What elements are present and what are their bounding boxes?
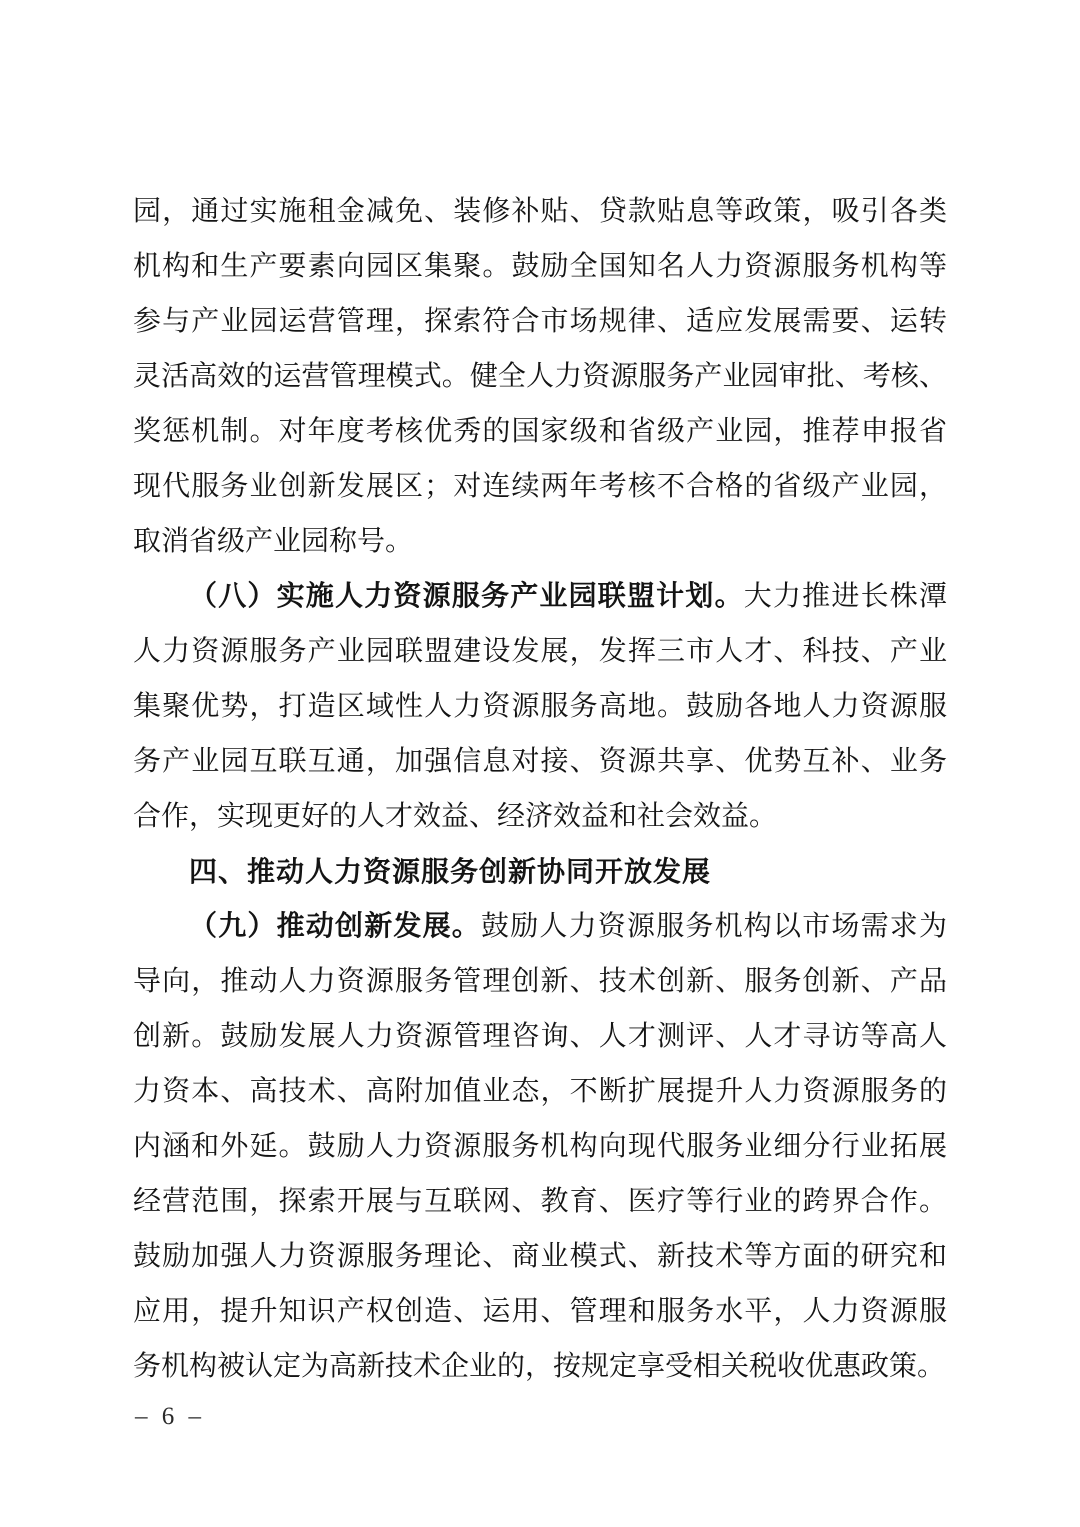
text-line: 务机构被认定为高新技术企业的，按规定享受相关税收优惠政策。 [133,1351,946,1382]
text-line: 人力资源服务产业园联盟建设发展，发挥三市人才、科技、产业 [133,636,947,667]
paragraph-lead: （九）推动创新发展。 [189,911,481,942]
text-line: 灵活高效的运营管理模式。健全人力资源服务产业园审批、考核、 [133,361,947,392]
text-line [133,569,947,624]
text-line: 取消省级产业园称号。 [133,526,414,557]
text-line: 现代服务业创新发展区；对连续两年考核不合格的省级产业园， [133,471,947,502]
text-line: 内涵和外延。鼓励人力资源服务机构向现代服务业细分行业拓展 [133,1131,947,1162]
text-line: 机构和生产要素向园区集聚。鼓励全国知名人力资源服务机构等 [133,251,947,282]
text-line: 集聚优势，打造区域性人力资源服务高地。鼓励各地人力资源服 [133,691,947,722]
page-number: – 6 – [135,1403,205,1430]
text-line: 鼓励加强人力资源服务理论、商业模式、新技术等方面的研究和 [133,1241,947,1272]
text-line: 创新。鼓励发展人力资源管理咨询、人才测评、人才寻访等高人 [133,1021,947,1052]
text-line: 合作，实现更好的人才效益、经济效益和社会效益。 [133,801,778,832]
paragraph-text: 鼓励人力资源服务机构以市场需求为 [481,911,947,942]
document-lines [133,184,947,1394]
text-line [133,899,947,954]
text-line: 园，通过实施租金减免、装修补贴、贷款贴息等政策，吸引各类 [133,196,947,227]
section-heading: 四、推动人力资源服务创新协同开放发展 [189,856,712,887]
paragraph-lead: （八）实施人力资源服务产业园联盟计划。 [189,581,744,612]
text-line: 奖惩机制。对年度考核优秀的国家级和省级产业园，推荐申报省 [133,416,947,447]
text-line: 应用，提升知识产权创造、运用、管理和服务水平，人力资源服 [133,1296,947,1327]
text-line: 经营范围，探索开展与互联网、教育、医疗等行业的跨界合作。 [133,1186,947,1217]
text-line: 参与产业园运营管理，探索符合市场规律、适应发展需要、运转 [133,306,947,337]
text-line: 务产业园互联互通，加强信息对接、资源共享、优势互补、业务 [133,746,947,777]
paragraph-text: 大力推进长株潭 [743,581,947,612]
text-line: 导向，推动人力资源服务管理创新、技术创新、服务创新、产品 [133,966,947,997]
text-line: 力资本、高技术、高附加值业态，不断扩展提升人力资源服务的 [133,1076,947,1107]
